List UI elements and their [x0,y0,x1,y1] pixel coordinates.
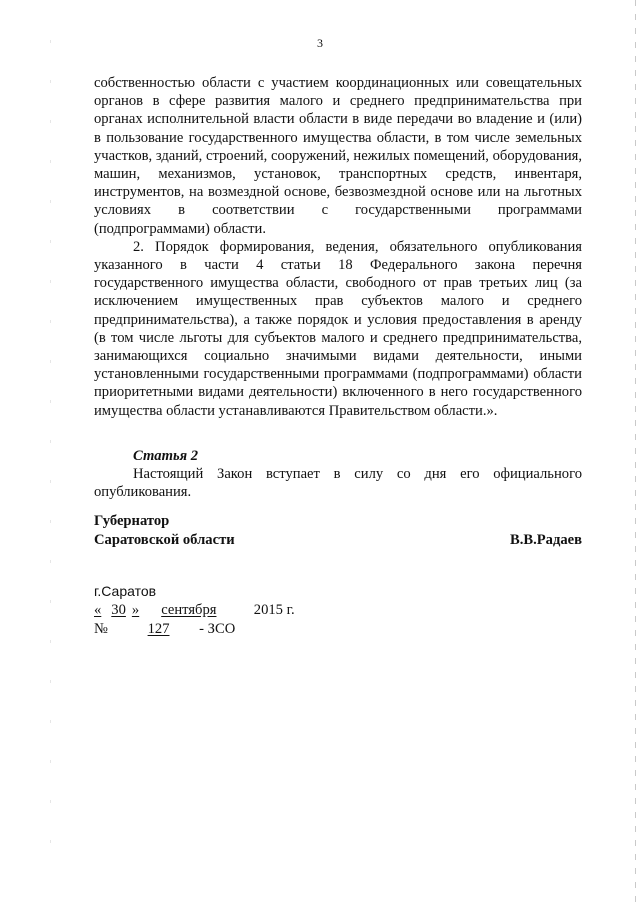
number-suffix: - ЗСО [199,621,236,637]
signature-title-line1: Губернатор [94,513,170,529]
date-year: 2015 г. [253,602,295,618]
number-underline [112,621,196,637]
date-day: 30 [111,602,126,618]
date-close-quote: » [131,602,140,618]
signature-block [94,512,582,550]
signature-title-line2: Саратовской области [94,532,235,548]
document-number: 127 [147,621,170,637]
number-line [94,620,394,639]
paragraph-continuation: собственностью области с участием координационных или совещательных органов в сфере развития малого и среднего предпринимательства при органах исполнительной власти области в виде передачи во владение и (или) в пользование государственного имущества области, в том числе земельных участков, зданий, строений, сооружений, нежилых помещений, оборудования, машин, механизмов, установок, транспортных средств, инвентаря, инструментов, на возмездной основе, безвозмездной основе или на льготных условиях в соответствии с государственными программами (подпрограммами) области. [94,75,582,237]
paragraph-item-2: 2. Порядок формирования, ведения, обязательного опубликования указанного в части 4 статьи 18 Федерального закона перечня государственного имущества области, свободного от прав третьих лиц (за исключением имущественных прав субъектов малого и среднего предпринимательства), а также порядок и условия предоставления в аренду (в том числе льготы для субъектов малого и среднего предпринимательства, занимающихся социально значимыми видами деятельности, иными установленными государственными программами (подпрограммами) области приоритетными видами деятельности) включенного в него государственного имущества области устанавливаются Правительством области.». [94,238,582,419]
number-prefix: № [94,621,108,637]
signature-name: В.В.Радаев [509,532,582,548]
scan-edge-right [635,0,636,905]
article-text: Настоящий Закон вступает в силу со дня его официального опубликования. [94,466,582,501]
city: г.Саратов [94,583,157,599]
article-heading: Статья 2 [133,447,199,464]
document-footer [94,582,394,639]
document-body [94,74,582,501]
date-open-quote: « 30 » сентября [94,602,217,618]
date-line [94,601,394,620]
scan-edge-left [50,40,51,860]
date-month: сентября [161,602,217,618]
page-number: 3 [317,36,323,50]
